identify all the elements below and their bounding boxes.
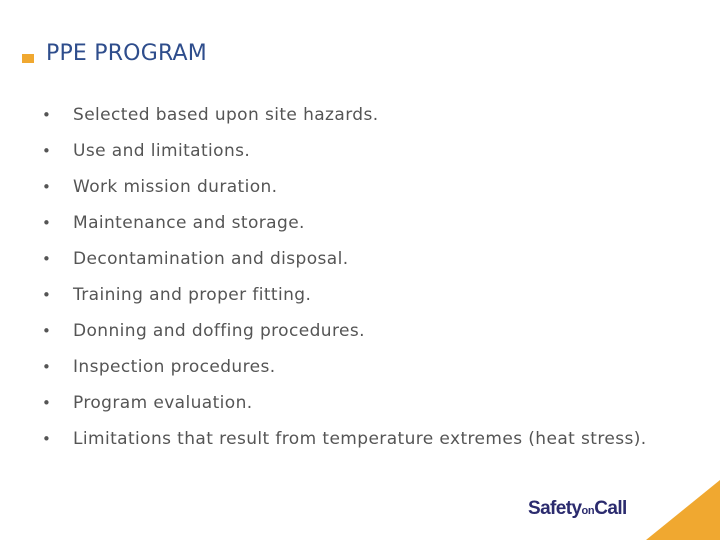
bullet-item [42, 104, 662, 126]
bullet-text: Selected based upon site hazards. [73, 105, 379, 125]
bullet-item [42, 176, 662, 198]
title-marker-icon [22, 54, 34, 63]
brand-call-text: Call [594, 498, 627, 519]
bullet-dot-icon: • [42, 430, 52, 448]
bullet-dot-icon: • [42, 322, 52, 340]
bullet-list [42, 104, 662, 471]
brand-safety-text: Safety [528, 498, 582, 519]
brand-on-text: on [581, 505, 595, 517]
bullet-dot-icon: • [42, 214, 52, 232]
bullet-text: Decontamination and disposal. [73, 249, 349, 269]
corner-triangle-icon [646, 480, 720, 540]
bullet-item [42, 248, 662, 270]
bullet-dot-icon: • [42, 106, 52, 124]
bullet-text: Donning and doffing procedures. [73, 321, 365, 341]
bullet-item [42, 284, 662, 306]
bullet-item [42, 392, 662, 414]
slide-title: PPE PROGRAM [46, 41, 207, 66]
brand-logo [528, 498, 627, 520]
bullet-text: Training and proper fitting. [73, 285, 312, 305]
bullet-dot-icon: • [42, 250, 52, 268]
bullet-text: Maintenance and storage. [73, 213, 305, 233]
bullet-text: Use and limitations. [73, 141, 251, 161]
bullet-text: Inspection procedures. [73, 357, 276, 377]
bullet-dot-icon: • [42, 142, 52, 160]
bullet-item [42, 212, 662, 234]
bullet-dot-icon: • [42, 286, 52, 304]
bullet-dot-icon: • [42, 394, 52, 412]
bullet-text: Work mission duration. [73, 177, 278, 197]
bullet-dot-icon: • [42, 178, 52, 196]
bullet-item [42, 320, 662, 342]
bullet-dot-icon: • [42, 358, 52, 376]
bullet-item [42, 140, 662, 162]
bullet-item [42, 356, 662, 378]
bullet-text: Program evaluation. [73, 393, 253, 413]
bullet-text: Limitations that result from temperature extremes (heat stress). [73, 429, 647, 449]
bullet-item [42, 421, 662, 457]
